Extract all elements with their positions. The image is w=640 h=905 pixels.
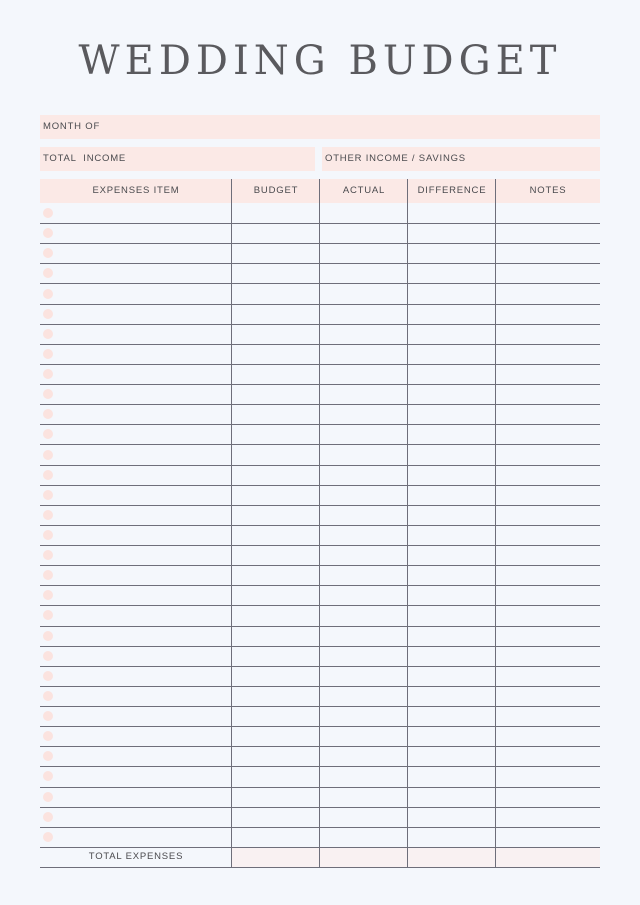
row-bullet-icon <box>43 409 53 419</box>
row-line <box>40 485 600 486</box>
row-line <box>40 787 600 788</box>
column-header-notes: NOTES <box>529 185 567 196</box>
month-of-field[interactable] <box>40 115 600 139</box>
row-line <box>40 404 600 405</box>
row-bullet-icon <box>43 208 53 218</box>
other-income-label: OTHER INCOME / SAVINGS <box>325 153 466 164</box>
other-income-field[interactable] <box>322 147 600 171</box>
row-bullet-icon <box>43 610 53 620</box>
row-line <box>40 344 600 345</box>
row-line <box>40 807 600 808</box>
row-line <box>40 827 600 828</box>
row-line <box>40 565 600 566</box>
row-line <box>40 746 600 747</box>
row-bullet-icon <box>43 369 53 379</box>
row-bullet-icon <box>43 671 53 681</box>
total-expenses-label: TOTAL EXPENSES <box>88 851 184 862</box>
column-header-budget: BUDGET <box>253 185 299 196</box>
row-bullet-icon <box>43 248 53 258</box>
column-header-actual: ACTUAL <box>342 185 386 196</box>
row-line <box>40 243 600 244</box>
row-line <box>40 424 600 425</box>
row-line <box>40 646 600 647</box>
row-bullet-icon <box>43 329 53 339</box>
row-line <box>40 505 600 506</box>
row-line <box>40 666 600 667</box>
row-bullet-icon <box>43 651 53 661</box>
row-bullet-icon <box>43 289 53 299</box>
row-bullet-icon <box>43 550 53 560</box>
row-line <box>40 545 600 546</box>
row-line <box>40 364 600 365</box>
row-line <box>40 726 600 727</box>
row-bullet-icon <box>43 590 53 600</box>
expenses-table <box>40 179 600 868</box>
month-of-label: MONTH OF <box>43 121 101 132</box>
row-line <box>40 525 600 526</box>
row-bullet-icon <box>43 349 53 359</box>
column-header-expenses-item: EXPENSES ITEM <box>92 185 180 196</box>
row-bullet-icon <box>43 731 53 741</box>
income-row <box>40 147 600 171</box>
row-bullet-icon <box>43 792 53 802</box>
row-bullet-icon <box>43 570 53 580</box>
row-line <box>40 444 600 445</box>
footer-shading <box>232 847 600 867</box>
row-line <box>40 847 600 848</box>
page-title: WEDDING BUDGET <box>78 38 562 84</box>
row-bullet-icon <box>43 309 53 319</box>
row-bullet-icon <box>43 771 53 781</box>
month-row <box>40 115 600 139</box>
row-line <box>40 384 600 385</box>
row-bullet-icon <box>43 751 53 761</box>
total-income-label: TOTAL INCOME <box>43 153 127 164</box>
row-bullet-icon <box>43 530 53 540</box>
row-line <box>40 626 600 627</box>
column-header-difference: DIFFERENCE <box>417 185 487 196</box>
row-bullet-icon <box>43 429 53 439</box>
row-bullet-icon <box>43 228 53 238</box>
total-income-field[interactable] <box>40 147 315 171</box>
row-line <box>40 465 600 466</box>
row-bullet-icon <box>43 691 53 701</box>
row-bullet-icon <box>43 510 53 520</box>
row-line <box>40 686 600 687</box>
row-line <box>40 766 600 767</box>
row-bullet-icon <box>43 711 53 721</box>
row-line <box>40 585 600 586</box>
row-bullet-icon <box>43 812 53 822</box>
row-bullet-icon <box>43 490 53 500</box>
row-line <box>40 605 600 606</box>
row-bullet-icon <box>43 631 53 641</box>
row-line <box>40 263 600 264</box>
row-line <box>40 324 600 325</box>
row-bullet-icon <box>43 450 53 460</box>
row-line <box>40 223 600 224</box>
row-line <box>40 706 600 707</box>
row-bullet-icon <box>43 470 53 480</box>
row-bullet-icon <box>43 389 53 399</box>
row-bullet-icon <box>43 832 53 842</box>
row-line <box>40 283 600 284</box>
row-bullet-icon <box>43 268 53 278</box>
row-line <box>40 304 600 305</box>
row-line <box>40 867 600 868</box>
